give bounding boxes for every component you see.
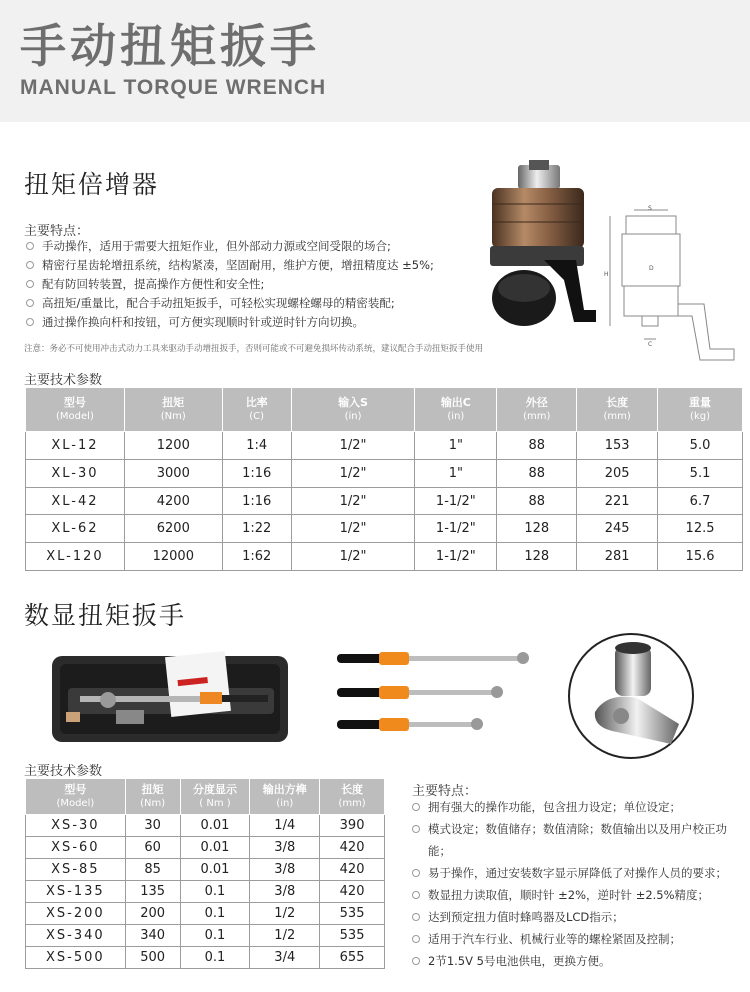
list-item: 高扭矩/重量比，配合手动扭矩扳手，可轻松实现螺栓螺母的精密装配; bbox=[26, 294, 434, 313]
bullet-icon bbox=[26, 280, 34, 288]
table-row: XS-500 500 0.1 3/4 655 bbox=[26, 947, 385, 969]
table-row: XS-60 60 0.01 3/8 420 bbox=[26, 837, 385, 859]
list-item: 手动操作，适用于需要大扭矩作业，但外部动力源或空间受限的场合; bbox=[26, 237, 434, 256]
col-header: 外径 (mm) bbox=[497, 388, 577, 432]
col-header: 型号 (Model) bbox=[26, 388, 125, 432]
list-item: 精密行星齿轮增扭系统，结构紧凑，坚固耐用，维护方便，增扭精度达 ±5%; bbox=[26, 256, 434, 275]
col-header: 输出C (in) bbox=[415, 388, 497, 432]
dim-s-label: S bbox=[648, 205, 652, 212]
bullet-icon bbox=[412, 825, 420, 833]
dim-c-label: C bbox=[648, 341, 653, 348]
torque-multiplier-image bbox=[484, 160, 604, 345]
table-row: XS-85 85 0.01 3/8 420 bbox=[26, 859, 385, 881]
table-row: XS-135 135 0.1 3/8 420 bbox=[26, 881, 385, 903]
list-item: 模式设定；数值储存；数值清除；数值输出以及用户校正功能； bbox=[412, 818, 738, 862]
table-row: XL-62 6200 1:22 1/2" 1-1/2" 128 245 12.5 bbox=[26, 515, 743, 543]
list-item: 适用于汽车行业、机械行业等的螺栓紧固及控制； bbox=[412, 928, 738, 950]
digital-wrenches-image bbox=[335, 648, 535, 738]
bullet-icon bbox=[412, 869, 420, 877]
col-header: 比率 (C) bbox=[222, 388, 291, 432]
col-header: 扭矩 (Nm) bbox=[124, 388, 222, 432]
list-item: 配有防回转装置，提高操作方便性和安全性; bbox=[26, 275, 434, 294]
table-row: XL-42 4200 1:16 1/2" 1-1/2" 88 221 6.7 bbox=[26, 488, 743, 515]
digital-feature-list bbox=[412, 796, 738, 972]
bullet-icon bbox=[412, 913, 420, 921]
col-header: 分度显示 ( Nm ) bbox=[180, 779, 250, 815]
col-header: 扭矩 (Nm) bbox=[125, 779, 180, 815]
table-row: XS-200 200 0.1 1/2 535 bbox=[26, 903, 385, 925]
dim-d-label: D bbox=[649, 265, 654, 272]
col-header: 重量 (kg) bbox=[658, 388, 743, 432]
list-item: 拥有强大的操作功能，包含扭力设定；单位设定； bbox=[412, 796, 738, 818]
multiplier-spec-title: 主要技术参数 bbox=[24, 373, 103, 388]
bullet-icon bbox=[26, 299, 34, 307]
col-header: 长度 (mm) bbox=[320, 779, 385, 815]
digital-spec-table bbox=[25, 778, 385, 969]
col-header: 长度 (mm) bbox=[577, 388, 658, 432]
dim-h-label: H bbox=[604, 271, 609, 278]
bullet-icon bbox=[412, 891, 420, 899]
table-header-row bbox=[26, 779, 385, 815]
col-header: 输出方榫 (in) bbox=[250, 779, 320, 815]
bullet-icon bbox=[26, 318, 34, 326]
digital-section-title: 数显扭矩扳手 bbox=[24, 601, 187, 630]
multiplier-section-title: 扭矩倍增器 bbox=[24, 170, 160, 199]
bullet-icon bbox=[412, 957, 420, 965]
page-header bbox=[0, 0, 750, 122]
dimension-diagram bbox=[604, 204, 739, 369]
multiplier-feature-list bbox=[26, 237, 434, 332]
table-row: XL-120 12000 1:62 1/2" 1-1/2" 128 281 15.6 bbox=[26, 543, 743, 571]
multiplier-spec-table bbox=[25, 387, 743, 571]
table-row: XL-30 3000 1:16 1/2" 1" 88 205 5.1 bbox=[26, 460, 743, 488]
multiplier-features-title: 主要特点： bbox=[24, 224, 90, 239]
bullet-icon bbox=[26, 242, 34, 250]
list-item: 2节1.5V 5号电池供电，更换方便。 bbox=[412, 950, 738, 972]
table-header-row bbox=[26, 388, 743, 432]
table-row: XS-340 340 0.1 1/2 535 bbox=[26, 925, 385, 947]
digital-spec-title: 主要技术参数 bbox=[24, 764, 103, 779]
bullet-icon bbox=[412, 935, 420, 943]
warning-note: 注意：务必不可使用冲击式动力工具来驱动手动增扭扳手，否则可能或不可避免损坏传动系统，建议配合手动扭矩扳手使用 bbox=[24, 344, 484, 354]
list-item: 数显扭力读取值，顺时针 ±2%，逆时针 ±2.5%精度； bbox=[412, 884, 738, 906]
list-item: 达到预定扭力值时蜂鸣器及LCD指示； bbox=[412, 906, 738, 928]
table-row: XL-12 1200 1:4 1/2" 1" 88 153 5.0 bbox=[26, 432, 743, 460]
page-title-en: MANUAL TORQUE WRENCH bbox=[20, 76, 327, 99]
list-item: 通过操作换向杆和按钮，可方便实现顺时针或逆时针方向切换。 bbox=[26, 313, 434, 332]
list-item: 易于操作，通过安装数字显示屏降低了对操作人员的要求； bbox=[412, 862, 738, 884]
col-header: 输入S (in) bbox=[291, 388, 415, 432]
table-row: XS-30 30 0.01 1/4 390 bbox=[26, 815, 385, 837]
ratchet-head-image bbox=[567, 632, 695, 760]
col-header: 型号 (Model) bbox=[26, 779, 126, 815]
bullet-icon bbox=[412, 803, 420, 811]
bullet-icon bbox=[26, 261, 34, 269]
page-title-cn: 手动扭矩扳手 bbox=[20, 19, 320, 73]
tool-case-image bbox=[50, 648, 290, 746]
digital-features-title: 主要特点： bbox=[412, 784, 478, 799]
